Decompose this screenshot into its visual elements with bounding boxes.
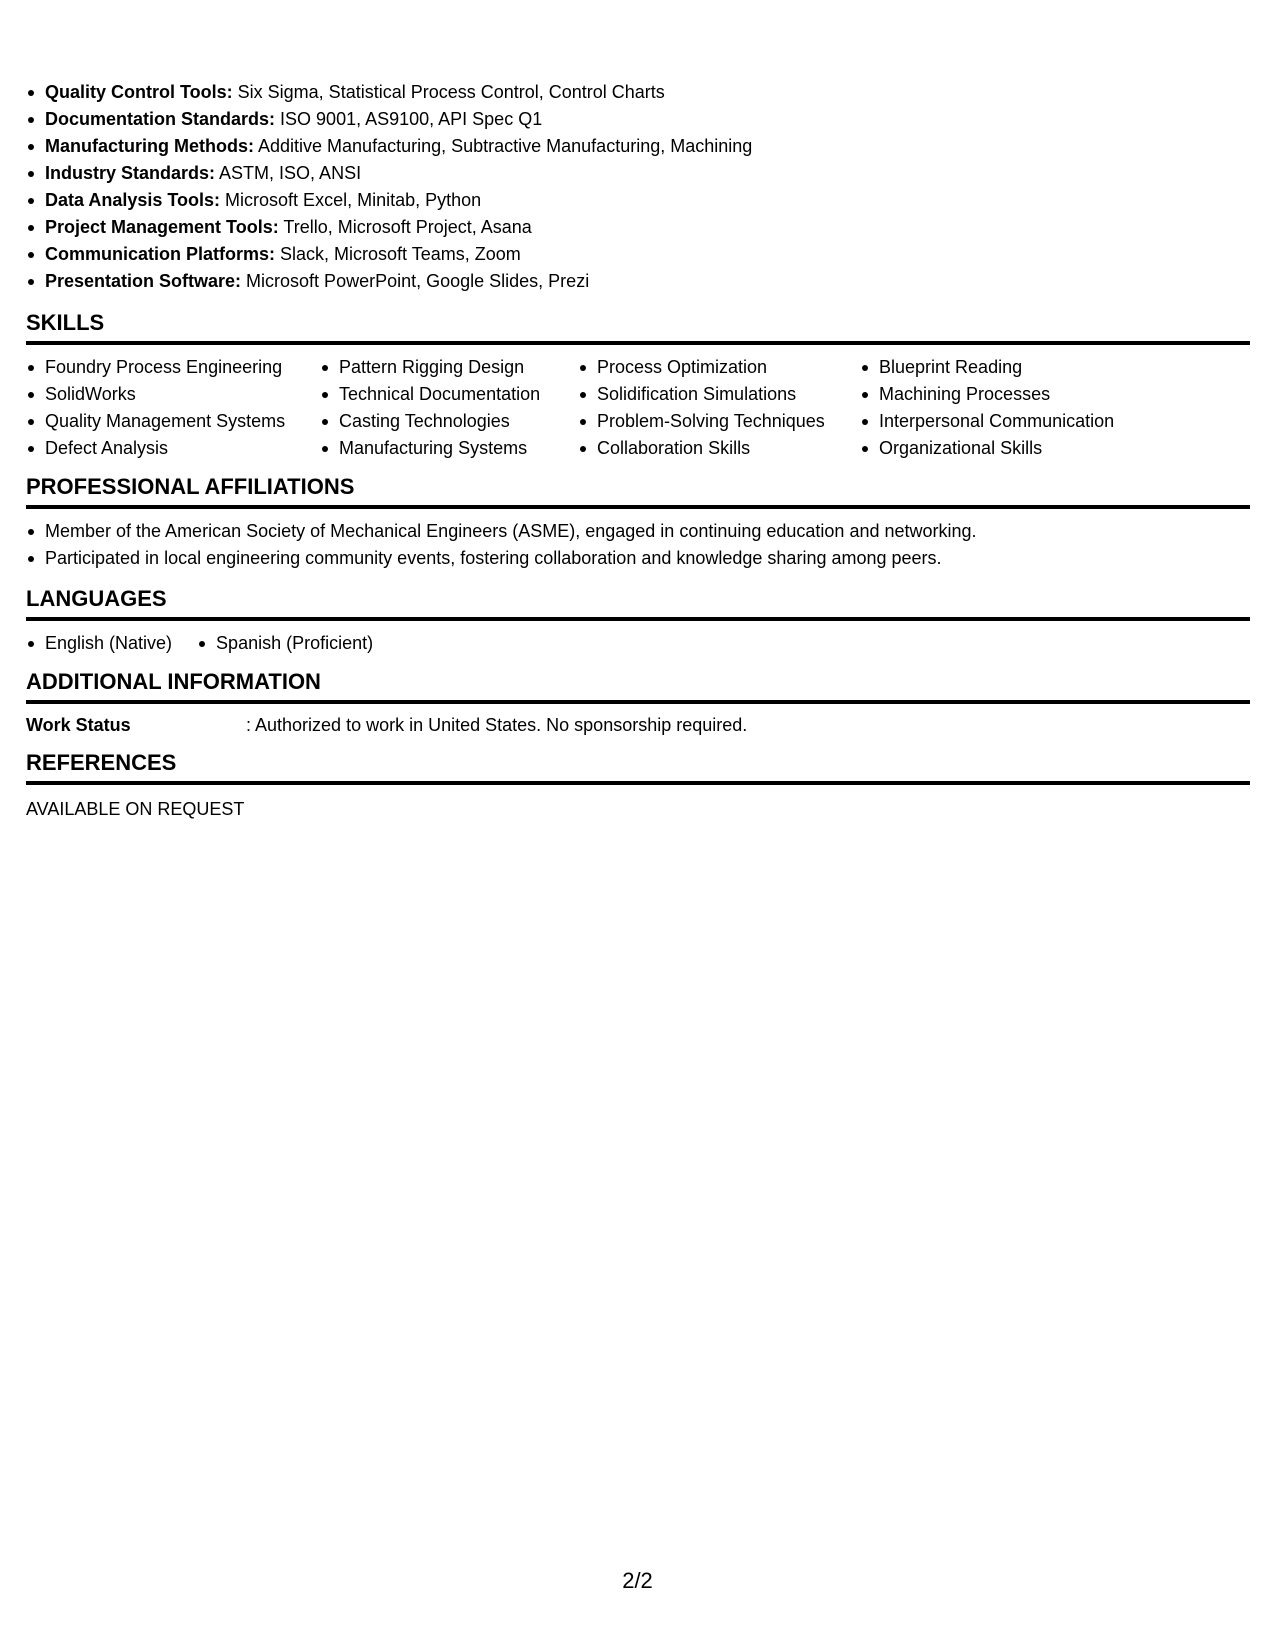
work-status-row <box>26 712 747 739</box>
skills-column <box>578 354 860 462</box>
tools-list <box>26 79 752 295</box>
tools-item-label: Presentation Software: <box>45 271 242 291</box>
tools-item-value: ASTM, ISO, ANSI <box>215 163 362 183</box>
skills-column <box>320 354 578 462</box>
skill-item: Process Optimization <box>578 354 860 381</box>
affiliations-heading: PROFESSIONAL AFFILIATIONS <box>26 473 1250 509</box>
skills-column <box>26 354 320 462</box>
language-item: Spanish (Proficient) <box>197 630 373 657</box>
tools-item-label: Industry Standards: <box>45 163 216 183</box>
skill-item: Quality Management Systems <box>26 408 320 435</box>
tools-item-value: Trello, Microsoft Project, Asana <box>278 217 532 237</box>
language-item: English (Native) <box>26 630 172 657</box>
tools-item-label: Data Analysis Tools: <box>45 190 221 210</box>
tools-item-label: Project Management Tools: <box>45 217 279 237</box>
tools-item-value: Microsoft PowerPoint, Google Slides, Prezi <box>241 271 590 291</box>
skill-item: Organizational Skills <box>860 435 1160 462</box>
languages-heading: LANGUAGES <box>26 585 1250 621</box>
tools-item-documentation <box>26 106 752 133</box>
tools-item-label: Communication Platforms: <box>45 244 276 264</box>
languages-list <box>26 630 398 657</box>
tools-item-communication <box>26 241 752 268</box>
affiliation-item: Member of the American Society of Mechanical Engineers (ASME), engaged in continuing education and networking. <box>26 518 977 545</box>
skills-grid <box>26 354 1160 462</box>
tools-item-quality-control <box>26 79 752 106</box>
tools-item-data-analysis <box>26 187 752 214</box>
skill-item: Collaboration Skills <box>578 435 860 462</box>
skills-heading: SKILLS <box>26 309 1250 345</box>
work-status-value: : Authorized to work in United States. No sponsorship required. <box>246 715 748 735</box>
skill-item: Casting Technologies <box>320 408 578 435</box>
references-heading: REFERENCES <box>26 749 1250 785</box>
affiliation-item: Participated in local engineering community events, fostering collaboration and knowledge sharing among peers. <box>26 545 977 572</box>
additional-info-heading: ADDITIONAL INFORMATION <box>26 668 1250 704</box>
work-status-label: Work Status <box>26 715 131 735</box>
tools-item-value: Microsoft Excel, Minitab, Python <box>220 190 482 210</box>
skill-item: Problem-Solving Techniques <box>578 408 860 435</box>
tools-item-value: Slack, Microsoft Teams, Zoom <box>275 244 521 264</box>
tools-item-label: Quality Control Tools: <box>45 82 233 102</box>
tools-item-value: Six Sigma, Statistical Process Control, Control Charts <box>232 82 665 102</box>
tools-item-value: Additive Manufacturing, Subtractive Manufacturing, Machining <box>254 136 753 156</box>
skill-item: Machining Processes <box>860 381 1160 408</box>
tools-item-manufacturing <box>26 133 752 160</box>
skill-item: Interpersonal Communication <box>860 408 1160 435</box>
tools-item-project-management <box>26 214 752 241</box>
skills-column <box>860 354 1160 462</box>
skill-item: Pattern Rigging Design <box>320 354 578 381</box>
tools-item-value: ISO 9001, AS9100, API Spec Q1 <box>275 109 543 129</box>
skill-item: Blueprint Reading <box>860 354 1160 381</box>
references-text: AVAILABLE ON REQUEST <box>26 799 245 819</box>
page-number: 2/2 <box>622 1568 653 1593</box>
skill-item: Manufacturing Systems <box>320 435 578 462</box>
skill-item: Technical Documentation <box>320 381 578 408</box>
tools-item-label: Manufacturing Methods: <box>45 136 254 156</box>
affiliations-list <box>26 518 977 572</box>
skill-item: Defect Analysis <box>26 435 320 462</box>
tools-item-presentation <box>26 268 752 295</box>
tools-item-industry-standards <box>26 160 752 187</box>
skill-item: SolidWorks <box>26 381 320 408</box>
skill-item: Solidification Simulations <box>578 381 860 408</box>
skill-item: Foundry Process Engineering <box>26 354 320 381</box>
tools-item-label: Documentation Standards: <box>45 109 276 129</box>
